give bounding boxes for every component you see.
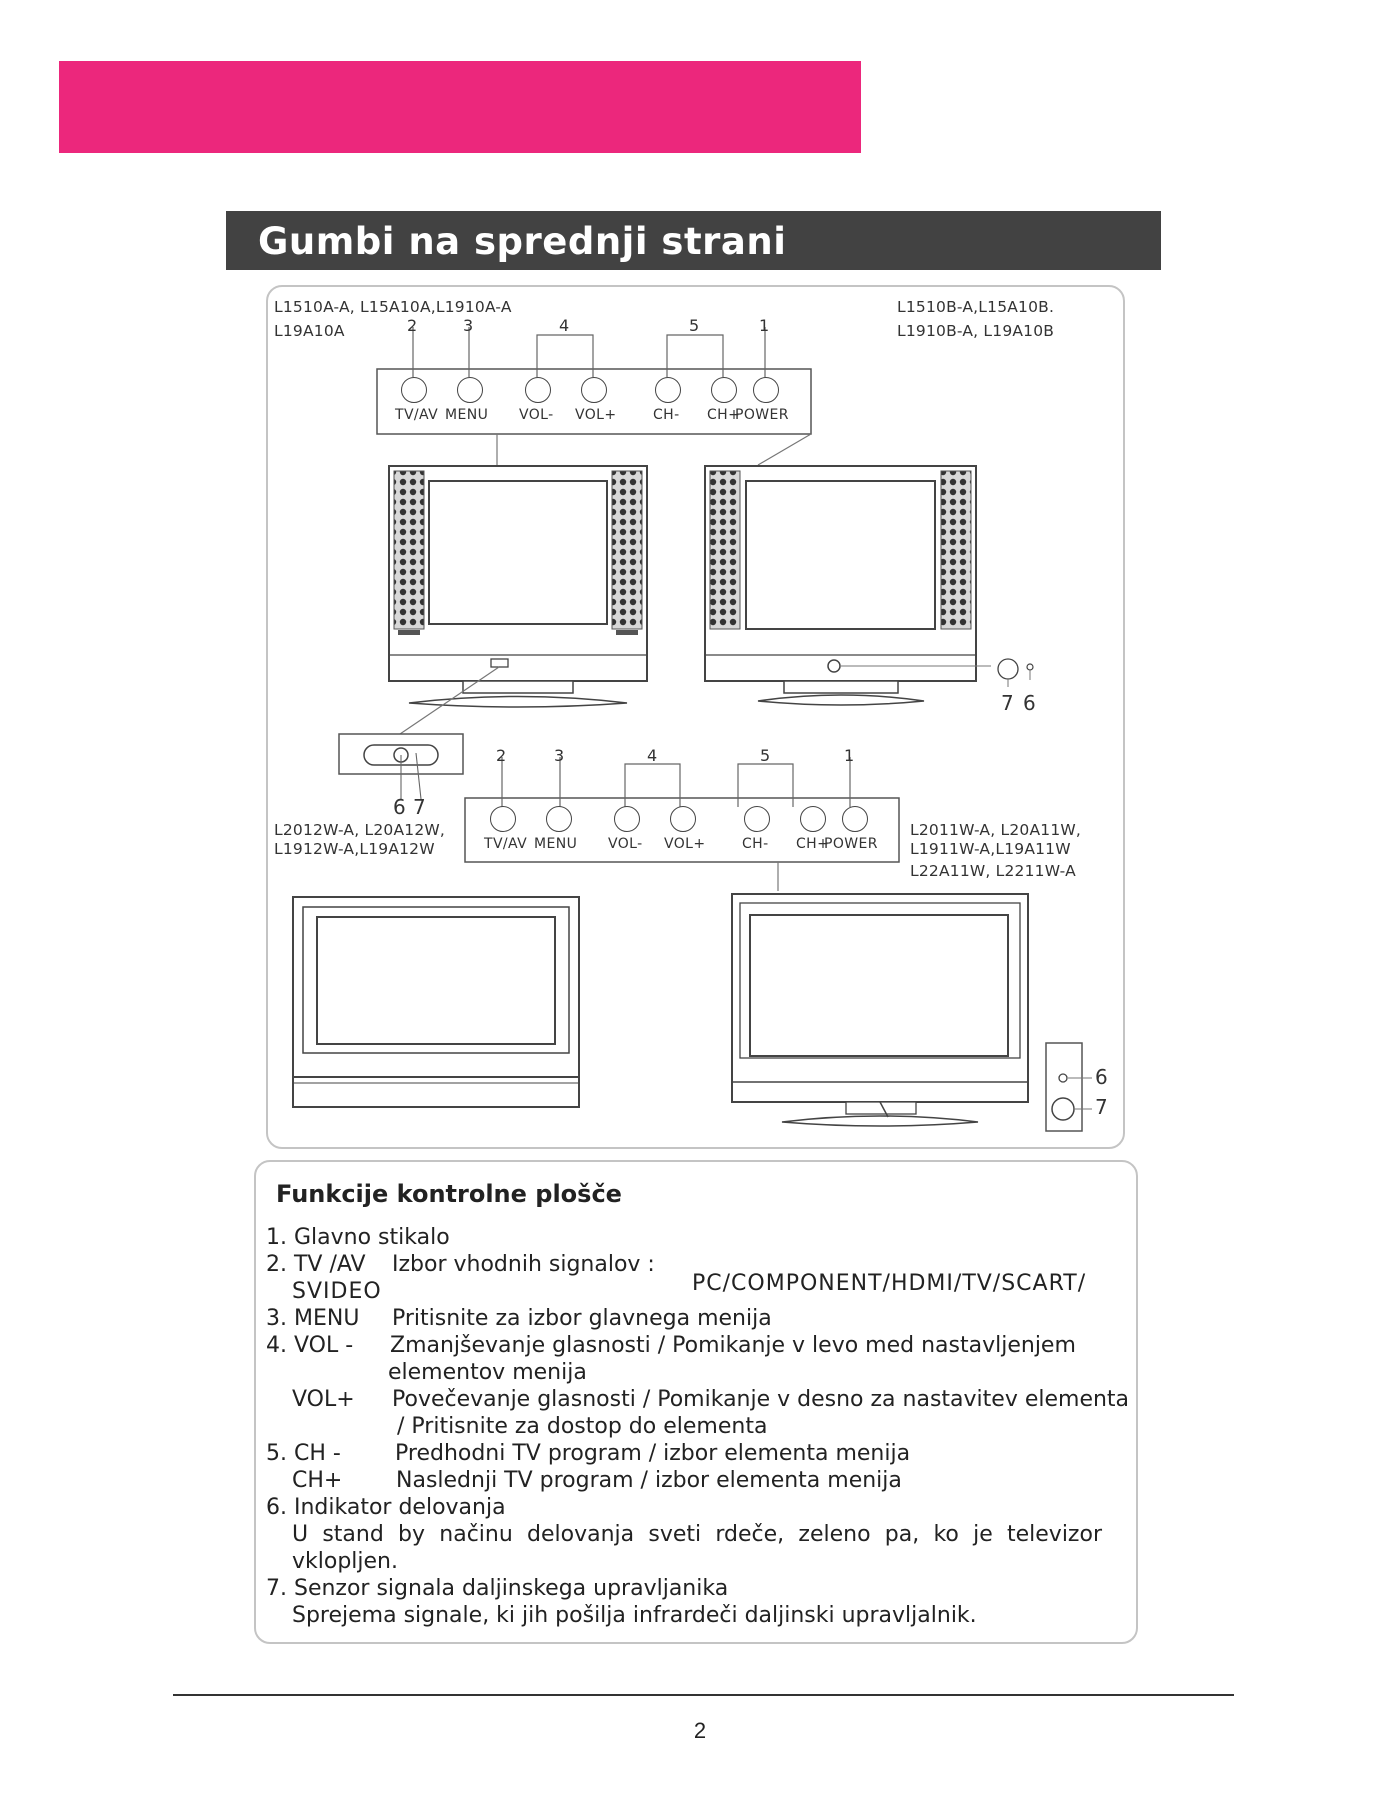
panel-button-ch-bottom xyxy=(800,806,826,832)
panel-button-menu-top xyxy=(457,377,483,403)
tv-illustration-top-right xyxy=(705,466,1033,705)
function-line: Izbor vhodnih signalov : xyxy=(392,1252,655,1277)
callout-2-top: 2 xyxy=(407,316,418,335)
control-panel-functions xyxy=(254,1160,1138,1644)
functions-title: Funkcije kontrolne plošče xyxy=(276,1180,622,1208)
model-label-bottom-right-1: L2011W-A, L20A11W, xyxy=(910,821,1082,839)
callout-5-top: 5 xyxy=(689,316,700,335)
header-accent-bar xyxy=(59,61,861,153)
function-line: 5. CH - xyxy=(266,1441,341,1466)
panel-button-label: TV/AV xyxy=(395,407,439,423)
function-line: Predhodni TV program / izbor elementa menija xyxy=(395,1441,911,1466)
function-line: 3. MENU xyxy=(266,1306,360,1331)
callout-2-bottom: 2 xyxy=(496,746,507,765)
panel-button-label: VOL+ xyxy=(664,836,706,852)
callout-7-sensor-top: 7 xyxy=(1001,691,1014,715)
model-label-top-left-2: L19A10A xyxy=(274,322,345,340)
panel-button-vol-bottom xyxy=(614,806,640,832)
function-line: 6. Indikator delovanja xyxy=(266,1495,506,1520)
function-line: CH+ xyxy=(292,1468,343,1493)
footer-rule xyxy=(173,1694,1234,1696)
panel-button-ch-bottom xyxy=(744,806,770,832)
function-line: Sprejema signale, ki jih pošilja infrardeči daljinski upravljalnik. xyxy=(292,1603,977,1628)
model-label-bottom-left-2: L1912W-A,L19A12W xyxy=(274,840,435,858)
section-title: Gumbi na sprednji strani xyxy=(258,220,787,263)
function-line: Pritisnite za izbor glavnega menija xyxy=(392,1306,772,1331)
callout-1-top: 1 xyxy=(759,316,770,335)
model-label-top-right-1: L1510B-A,L15A10B. xyxy=(897,298,1055,316)
callout-4-bottom: 4 xyxy=(647,746,658,765)
panel-button-tv-av-top xyxy=(401,377,427,403)
callout-7-sensor-bottom-right: 7 xyxy=(1095,1095,1108,1119)
panel-button-label: CH+ xyxy=(796,836,830,852)
panel-button-label: POWER xyxy=(824,836,878,852)
function-line: Povečevanje glasnosti / Pomikanje v desno za nastavitev elementa xyxy=(392,1387,1130,1412)
section-title-bar xyxy=(226,211,1161,270)
panel-button-ch-top xyxy=(711,377,737,403)
model-label-top-left-1: L1510A-A, L15A10A,L1910A-A xyxy=(274,298,512,316)
tv-illustration-top-left xyxy=(389,466,647,734)
panel-button-vol-top xyxy=(525,377,551,403)
model-label-bottom-left-1: L2012W-A, L20A12W, xyxy=(274,821,446,839)
tv-illustration-bottom-left xyxy=(293,897,579,1107)
function-line: 4. VOL - xyxy=(266,1333,354,1358)
callout-6-sensor-left: 6 xyxy=(393,795,406,819)
function-line: U stand by načinu delovanja sveti rdeče, zeleno pa, ko je televizor xyxy=(292,1522,1102,1547)
panel-button-vol-top xyxy=(581,377,607,403)
panel-button-power-bottom xyxy=(842,806,868,832)
function-line: / Pritisnite za dostop do elementa xyxy=(397,1414,768,1439)
panel-button-label: TV/AV xyxy=(484,836,528,852)
callout-5-bottom: 5 xyxy=(760,746,771,765)
model-label-bottom-right-2: L1911W-A,L19A11W xyxy=(910,840,1071,858)
panel-button-label: MENU xyxy=(534,836,578,852)
function-line: PC/COMPONENT/HDMI/TV/SCART/ xyxy=(692,1271,1087,1296)
callout-3-bottom: 3 xyxy=(554,746,565,765)
panel-button-label: CH- xyxy=(653,407,680,423)
panel-button-ch-top xyxy=(655,377,681,403)
panel-button-label: CH- xyxy=(742,836,769,852)
panel-button-label: POWER xyxy=(735,407,789,423)
callout-7-sensor-left: 7 xyxy=(413,795,426,819)
panel-button-label: VOL- xyxy=(608,836,643,852)
function-line: Zmanjševanje glasnosti / Pomikanje v levo med nastavljenjem xyxy=(390,1333,1076,1358)
callout-6-sensor-top: 6 xyxy=(1023,691,1036,715)
panel-button-tv-av-bottom xyxy=(490,806,516,832)
function-line: VOL+ xyxy=(292,1387,355,1412)
function-line: vklopljen. xyxy=(292,1549,398,1574)
function-line: 7. Senzor signala daljinskega upravljanika xyxy=(266,1576,729,1601)
panel-button-label: VOL+ xyxy=(575,407,617,423)
panel-button-menu-bottom xyxy=(546,806,572,832)
front-buttons-diagram-panel xyxy=(266,285,1125,1149)
callout-1-bottom: 1 xyxy=(844,746,855,765)
callout-4-top: 4 xyxy=(559,316,570,335)
function-line: 2. TV /AV xyxy=(266,1252,366,1277)
sensor-detail-box-left xyxy=(339,734,463,799)
panel-button-vol-bottom xyxy=(670,806,696,832)
function-line: Naslednji TV program / izbor elementa menija xyxy=(396,1468,902,1493)
panel-button-power-top xyxy=(753,377,779,403)
function-line: SVIDEO xyxy=(292,1279,382,1304)
function-line: elementov menija xyxy=(388,1360,587,1385)
panel-button-label: MENU xyxy=(445,407,489,423)
model-label-bottom-right-3: L22A11W, L2211W-A xyxy=(910,862,1076,880)
callout-3-top: 3 xyxy=(463,316,474,335)
page-number: 2 xyxy=(693,1718,707,1743)
callout-6-sensor-bottom-right: 6 xyxy=(1095,1065,1108,1089)
function-line: 1. Glavno stikalo xyxy=(266,1225,450,1250)
panel-button-label: VOL- xyxy=(519,407,554,423)
tv-illustration-bottom-right xyxy=(732,894,1092,1131)
model-label-top-right-2: L1910B-A, L19A10B xyxy=(897,322,1055,340)
panel-button-label: CH+ xyxy=(707,407,741,423)
